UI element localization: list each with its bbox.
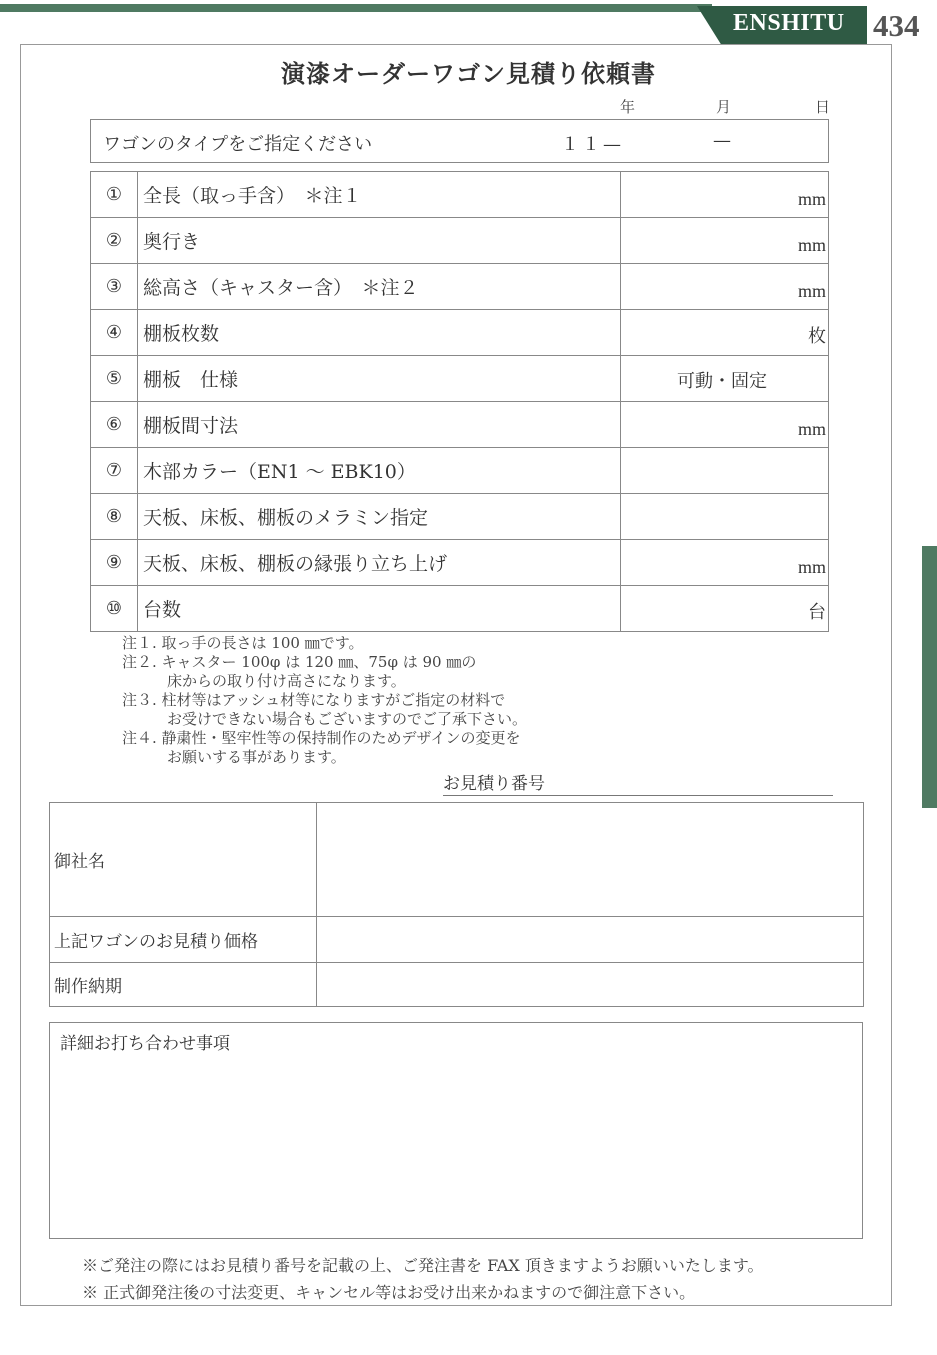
spec-value-field[interactable]: [621, 172, 829, 218]
spec-row-number: ⑧: [91, 494, 138, 540]
spec-row: [91, 218, 829, 264]
header-bar: [0, 4, 712, 12]
spec-row-number: ⑩: [91, 586, 138, 632]
company-name-field[interactable]: [317, 803, 864, 917]
page-title: 演漆オーダーワゴン見積り依頼書: [281, 59, 656, 88]
spec-row-label: 天板、床板、棚板の縁張り立ち上げ: [138, 540, 621, 586]
spec-value-field[interactable]: [621, 218, 829, 264]
wagon-type-code-dash: —: [713, 130, 731, 151]
note-line: 注３. 柱材等はアッシュ材等になりますがご指定の材料で: [122, 691, 506, 709]
note-line: 床からの取り付け高さになります。: [122, 672, 406, 690]
date-year-label: 年: [620, 98, 636, 116]
spec-row-number: ⑥: [91, 402, 138, 448]
footer-line: ※ご発注の際にはお見積り番号を記載の上、ご発注書を FAX 頂きますようお願いいたします。: [82, 1256, 764, 1275]
spec-value-field[interactable]: [621, 402, 829, 448]
spec-unit: mm: [797, 419, 826, 439]
spec-row-label: 木部カラー（EN1 ～ EBK10）: [138, 448, 621, 494]
note-line: お願いする事があります。: [122, 748, 346, 766]
notes: [122, 634, 527, 767]
spec-value-field[interactable]: [621, 540, 829, 586]
spec-value-field[interactable]: [621, 310, 829, 356]
delivery-period-field[interactable]: [317, 963, 864, 1007]
note-line: 注４. 静粛性・堅牢性等の保持制作のためデザインの変更を: [122, 729, 521, 747]
delivery-period-label: 制作納期: [50, 963, 317, 1007]
spec-row-number: ③: [91, 264, 138, 310]
spec-value-field[interactable]: [621, 494, 829, 540]
spec-value-field[interactable]: [621, 448, 829, 494]
spec-row-number: ①: [91, 172, 138, 218]
footer-line: ※ 正式御発注後の寸法変更、キャンセル等はお受け出来かねますので御注意下さい。: [82, 1283, 696, 1302]
spec-row-number: ④: [91, 310, 138, 356]
note-line: お受けできない場合もございますのでご了承下さい。: [122, 710, 528, 728]
wagon-type-field[interactable]: [90, 119, 829, 163]
brand-name: ENSHITU: [733, 10, 845, 36]
spec-value-field[interactable]: [621, 264, 829, 310]
spec-row: [91, 540, 829, 586]
spec-row: [91, 310, 829, 356]
company-table: [49, 802, 864, 1007]
spec-row-label: 棚板 仕様: [138, 356, 621, 402]
spec-row-number: ②: [91, 218, 138, 264]
details-label: 詳細お打ち合わせ事項: [60, 1034, 230, 1054]
details-field[interactable]: [49, 1022, 863, 1239]
estimate-number-field[interactable]: [443, 769, 833, 796]
date-day-label: 日: [815, 98, 831, 116]
spec-unit: mm: [797, 235, 826, 255]
spec-row-label: 天板、床板、棚板のメラミン指定: [138, 494, 621, 540]
spec-row-number: ⑤: [91, 356, 138, 402]
company-name-label: 御社名: [50, 803, 317, 917]
spec-row: [91, 586, 829, 632]
footer-notes: [82, 1252, 764, 1306]
note-line: 注２. キャスター 100φ は 120 ㎜、75φ は 90 ㎜の: [122, 653, 477, 671]
spec-row-number: ⑨: [91, 540, 138, 586]
estimate-price-field[interactable]: [317, 917, 864, 963]
spec-unit: 枚: [808, 326, 826, 346]
spec-row-label: 全長（取っ手含） ＊注１: [138, 172, 621, 218]
spec-row: [91, 402, 829, 448]
estimate-price-label: 上記ワゴンのお見積り価格: [50, 917, 317, 963]
date-month-label: 月: [716, 98, 732, 116]
spec-row-label: 棚板間寸法: [138, 402, 621, 448]
spec-row-label: 棚板枚数: [138, 310, 621, 356]
spec-row: [91, 356, 829, 402]
spec-option[interactable]: 可動・固定: [677, 371, 767, 392]
spec-row-label: 総高さ（キャスター含） ＊注２: [138, 264, 621, 310]
spec-unit: 台: [808, 602, 826, 622]
spec-row: [91, 172, 829, 218]
spec-unit: mm: [797, 557, 826, 577]
page-number: 434: [873, 8, 920, 43]
spec-row-label: 台数: [138, 586, 621, 632]
spec-value-field[interactable]: [621, 586, 829, 632]
side-index-tab: [922, 546, 937, 808]
spec-unit: mm: [797, 189, 826, 209]
spec-table: [90, 171, 829, 632]
spec-value-field[interactable]: [621, 356, 829, 402]
note-line: 注１. 取っ手の長さは 100 ㎜です。: [122, 634, 364, 652]
estimate-number-label: お見積り番号: [443, 774, 545, 794]
spec-row: [91, 448, 829, 494]
spec-row-number: ⑦: [91, 448, 138, 494]
spec-row: [91, 494, 829, 540]
spec-row: [91, 264, 829, 310]
spec-unit: mm: [797, 281, 826, 301]
wagon-type-label: ワゴンのタイプをご指定ください: [103, 134, 373, 155]
spec-row-label: 奥行き: [138, 218, 621, 264]
wagon-type-code-prefix: １１—: [561, 134, 624, 155]
